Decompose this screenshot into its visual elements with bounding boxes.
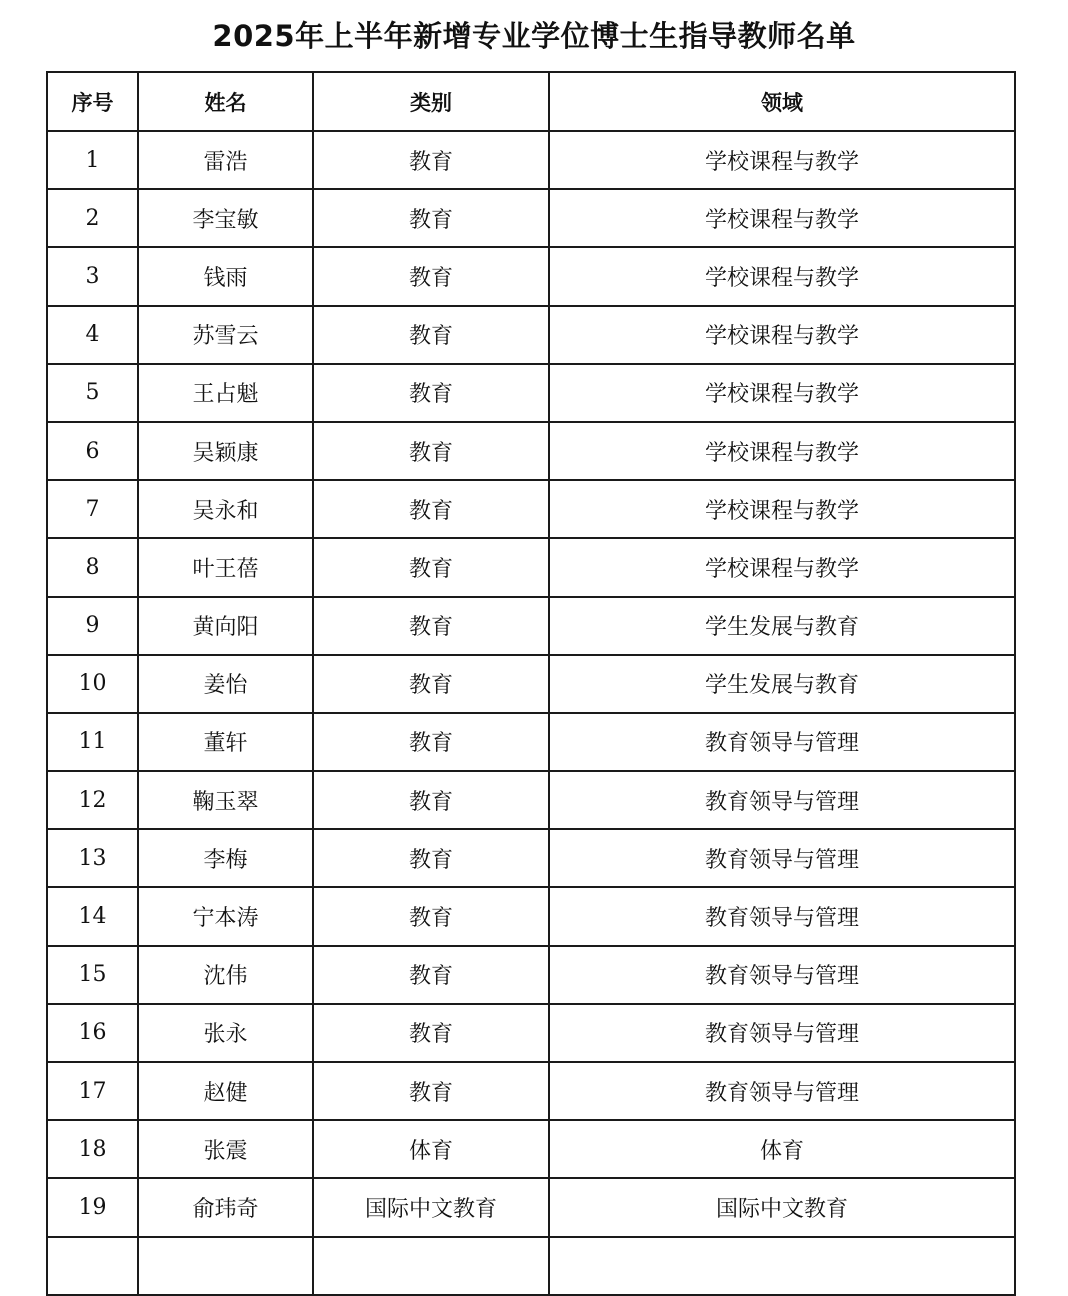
cell-category: 教育: [313, 713, 549, 771]
cell-name: 董轩: [138, 713, 313, 771]
cell-field: 教育领导与管理: [549, 771, 1015, 829]
header-category: 类别: [313, 72, 549, 131]
cell-seq: 14: [47, 887, 138, 945]
cell-seq: [47, 1237, 138, 1295]
cell-field: 学生发展与教育: [549, 655, 1015, 713]
cell-seq: 19: [47, 1178, 138, 1236]
cell-name: 王占魁: [138, 364, 313, 422]
cell-seq: 7: [47, 480, 138, 538]
cell-field: 体育: [549, 1120, 1015, 1178]
cell-field: 教育领导与管理: [549, 829, 1015, 887]
cell-seq: 11: [47, 713, 138, 771]
header-row: [47, 72, 1015, 131]
cell-field: 学校课程与教学: [549, 247, 1015, 305]
table-row: [47, 713, 1015, 771]
table-row: [47, 829, 1015, 887]
cell-field: 学校课程与教学: [549, 131, 1015, 189]
cell-name: 赵健: [138, 1062, 313, 1120]
table-header: [47, 72, 1015, 131]
cell-field: 学生发展与教育: [549, 597, 1015, 655]
header-seq: 序号: [47, 72, 138, 131]
table-row: [47, 1062, 1015, 1120]
cell-category: 教育: [313, 887, 549, 945]
cell-name: [138, 1237, 313, 1295]
cell-name: 俞玮奇: [138, 1178, 313, 1236]
cell-category: 体育: [313, 1120, 549, 1178]
cell-category: 教育: [313, 771, 549, 829]
cell-seq: 15: [47, 946, 138, 1004]
cell-name: 宁本涛: [138, 887, 313, 945]
table-row: [47, 887, 1015, 945]
cell-seq: 6: [47, 422, 138, 480]
cell-field: 教育领导与管理: [549, 713, 1015, 771]
cell-seq: 10: [47, 655, 138, 713]
table-row: [47, 480, 1015, 538]
table-row: [47, 1120, 1015, 1178]
cell-seq: 9: [47, 597, 138, 655]
table-row: [47, 247, 1015, 305]
table-row: [47, 422, 1015, 480]
cell-category: 教育: [313, 946, 549, 1004]
advisor-table: [46, 71, 1016, 1296]
cell-field: [549, 1237, 1015, 1295]
cell-category: 教育: [313, 1062, 549, 1120]
table-row: [47, 946, 1015, 1004]
cell-field: 学校课程与教学: [549, 306, 1015, 364]
cell-seq: 1: [47, 131, 138, 189]
cell-category: 教育: [313, 655, 549, 713]
cell-name: 叶王蓓: [138, 538, 313, 596]
table-row: [47, 1237, 1015, 1295]
cell-category: 教育: [313, 189, 549, 247]
cell-category: 教育: [313, 480, 549, 538]
table-row: [47, 597, 1015, 655]
cell-name: 吴颖康: [138, 422, 313, 480]
cell-category: [313, 1237, 549, 1295]
cell-seq: 2: [47, 189, 138, 247]
cell-name: 苏雪云: [138, 306, 313, 364]
cell-seq: 17: [47, 1062, 138, 1120]
cell-category: 教育: [313, 422, 549, 480]
cell-seq: 12: [47, 771, 138, 829]
cell-field: 学校课程与教学: [549, 480, 1015, 538]
cell-seq: 13: [47, 829, 138, 887]
table-row: [47, 1178, 1015, 1236]
cell-seq: 4: [47, 306, 138, 364]
cell-name: 李梅: [138, 829, 313, 887]
table-row: [47, 655, 1015, 713]
cell-name: 钱雨: [138, 247, 313, 305]
cell-name: 李宝敏: [138, 189, 313, 247]
cell-field: 国际中文教育: [549, 1178, 1015, 1236]
table-row: [47, 189, 1015, 247]
cell-category: 教育: [313, 306, 549, 364]
cell-category: 教育: [313, 538, 549, 596]
cell-name: 雷浩: [138, 131, 313, 189]
cell-name: 沈伟: [138, 946, 313, 1004]
cell-category: 教育: [313, 364, 549, 422]
cell-field: 学校课程与教学: [549, 422, 1015, 480]
cell-name: 张永: [138, 1004, 313, 1062]
table-row: [47, 306, 1015, 364]
cell-field: 学校课程与教学: [549, 538, 1015, 596]
table-row: [47, 771, 1015, 829]
header-name: 姓名: [138, 72, 313, 131]
cell-category: 国际中文教育: [313, 1178, 549, 1236]
cell-category: 教育: [313, 131, 549, 189]
cell-seq: 16: [47, 1004, 138, 1062]
cell-name: 吴永和: [138, 480, 313, 538]
table-row: [47, 364, 1015, 422]
table-row: [47, 538, 1015, 596]
cell-field: 教育领导与管理: [549, 1004, 1015, 1062]
cell-name: 黄向阳: [138, 597, 313, 655]
cell-field: 教育领导与管理: [549, 887, 1015, 945]
cell-category: 教育: [313, 597, 549, 655]
cell-seq: 3: [47, 247, 138, 305]
table-row: [47, 131, 1015, 189]
cell-name: 张震: [138, 1120, 313, 1178]
table-body: [47, 131, 1015, 1295]
header-field: 领域: [549, 72, 1015, 131]
cell-field: 学校课程与教学: [549, 189, 1015, 247]
cell-name: 姜怡: [138, 655, 313, 713]
page-title: 2025年上半年新增专业学位博士生指导教师名单: [212, 19, 856, 53]
cell-category: 教育: [313, 1004, 549, 1062]
cell-seq: 8: [47, 538, 138, 596]
cell-category: 教育: [313, 247, 549, 305]
cell-category: 教育: [313, 829, 549, 887]
cell-seq: 18: [47, 1120, 138, 1178]
cell-field: 教育领导与管理: [549, 1062, 1015, 1120]
cell-field: 教育领导与管理: [549, 946, 1015, 1004]
cell-seq: 5: [47, 364, 138, 422]
table-row: [47, 1004, 1015, 1062]
cell-field: 学校课程与教学: [549, 364, 1015, 422]
cell-name: 鞠玉翠: [138, 771, 313, 829]
